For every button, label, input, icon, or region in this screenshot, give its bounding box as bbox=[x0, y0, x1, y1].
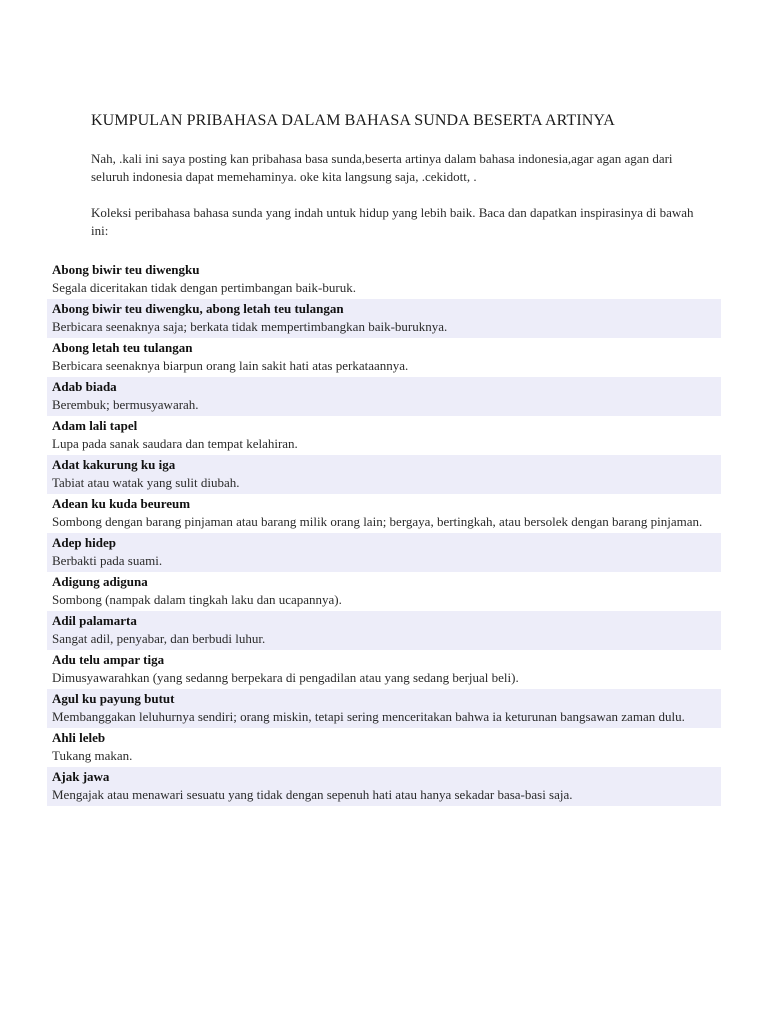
proverb-term: Ahli leleb bbox=[52, 730, 106, 745]
proverb-entry bbox=[47, 377, 721, 416]
proverb-meaning: Dimusyawarahkan (yang sedanng berpekara di pengadilan atau yang sedang berjual beli). bbox=[52, 670, 519, 685]
proverb-term: Adean ku kuda beureum bbox=[52, 496, 191, 511]
proverb-meaning: Tabiat atau watak yang sulit diubah. bbox=[52, 475, 240, 490]
proverb-term: Adat kakurung ku iga bbox=[52, 457, 176, 472]
proverb-meaning: Mengajak atau menawari sesuatu yang tidak dengan sepenuh hati atau hanya sekadar basa-basi saja. bbox=[52, 787, 573, 802]
proverb-term: Ajak jawa bbox=[52, 769, 110, 784]
proverb-term: Adep hidep bbox=[52, 535, 116, 550]
proverb-term: Abong biwir teu diwengku, abong letah teu tulangan bbox=[52, 301, 344, 316]
proverb-entry bbox=[47, 767, 721, 806]
intro-paragraph-collection: Koleksi peribahasa bahasa sunda yang indah untuk hidup yang lebih baik. Baca dan dapatkan inspirasinya di bawah ini: bbox=[91, 205, 694, 238]
proverb-term: Adigung adiguna bbox=[52, 574, 148, 589]
intro-paragraph: Nah, .kali ini saya posting kan pribahasa basa sunda,beserta artinya dalam bahasa indonesia,agar agan agan dari seluruh indonesia dapat memehaminya. oke kita langsung saja, .cekidott, . bbox=[91, 151, 673, 184]
proverb-entry bbox=[47, 611, 721, 650]
proverb-entry bbox=[47, 260, 721, 299]
proverb-term: Adil palamarta bbox=[52, 613, 137, 628]
proverb-entry bbox=[47, 494, 721, 533]
proverb-entry bbox=[47, 416, 721, 455]
proverb-entry bbox=[47, 455, 721, 494]
proverb-entry bbox=[47, 338, 721, 377]
proverb-term: Abong biwir teu diwengku bbox=[52, 262, 200, 277]
proverb-meaning: Berbicara seenaknya biarpun orang lain sakit hati atas perkataannya. bbox=[52, 358, 409, 373]
proverb-meaning: Membanggakan leluhurnya sendiri; orang miskin, tetapi sering menceritakan bahwa ia keturunan bangsawan zaman dulu. bbox=[52, 709, 685, 724]
proverb-meaning: Sombong (nampak dalam tingkah laku dan ucapannya). bbox=[52, 592, 342, 607]
proverb-term: Abong letah teu tulangan bbox=[52, 340, 193, 355]
proverb-entry bbox=[47, 533, 721, 572]
proverb-meaning: Berembuk; bermusyawarah. bbox=[52, 397, 199, 412]
proverb-list bbox=[47, 260, 721, 806]
proverb-meaning: Tukang makan. bbox=[52, 748, 133, 763]
proverb-meaning: Berbakti pada suami. bbox=[52, 553, 163, 568]
proverb-meaning: Lupa pada sanak saudara dan tempat kelahiran. bbox=[52, 436, 298, 451]
proverb-entry bbox=[47, 299, 721, 338]
proverb-term: Agul ku payung butut bbox=[52, 691, 175, 706]
proverb-meaning: Segala diceritakan tidak dengan pertimbangan baik-buruk. bbox=[52, 280, 356, 295]
proverb-meaning: Sombong dengan barang pinjaman atau barang milik orang lain; bergaya, bertingkah, atau bersolek dengan barang pinjaman. bbox=[52, 514, 703, 529]
proverb-entry bbox=[47, 728, 721, 767]
proverb-meaning: Berbicara seenaknya saja; berkata tidak mempertimbangkan baik-buruknya. bbox=[52, 319, 448, 334]
proverb-entry bbox=[47, 572, 721, 611]
proverb-meaning: Sangat adil, penyabar, dan berbudi luhur. bbox=[52, 631, 266, 646]
proverb-term: Adu telu ampar tiga bbox=[52, 652, 165, 667]
proverb-term: Adam lali tapel bbox=[52, 418, 138, 433]
document-title: KUMPULAN PRIBAHASA DALAM BAHASA SUNDA BESERTA ARTINYA bbox=[91, 112, 615, 129]
proverb-entry bbox=[47, 689, 721, 728]
proverb-term: Adab biada bbox=[52, 379, 117, 394]
proverb-entry bbox=[47, 650, 721, 689]
